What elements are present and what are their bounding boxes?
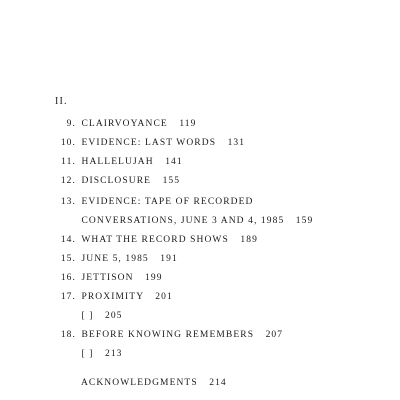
- toc-entry-number: 10.: [60, 138, 76, 148]
- toc-entry-title: BEFORE KNOWING REMEMBERS: [81, 330, 255, 340]
- toc-entry-page: 141: [165, 157, 183, 167]
- toc-entry-title: JETTISON: [81, 273, 134, 283]
- toc-entry-17: [40, 290, 173, 304]
- toc-entry-9: [40, 117, 197, 131]
- toc-entry-15: [40, 252, 178, 266]
- toc-entry-page: 155: [162, 176, 181, 186]
- toc-entry-title: EVIDENCE: TAPE OF RECORDED: [81, 197, 254, 207]
- toc-entry-number: 13.: [60, 197, 76, 207]
- toc-entry-number: 11.: [61, 157, 76, 167]
- toc-entry-13-continued: [40, 214, 313, 228]
- toc-entry-title: [ ]: [81, 349, 94, 359]
- toc-entry-title: DISCLOSURE: [81, 176, 152, 186]
- toc-entry-title: HALLELUJAH: [81, 157, 154, 167]
- toc-entry-title: CONVERSATIONS, JUNE 3 AND 4, 1985: [81, 216, 285, 226]
- toc-entry-number: 18.: [60, 330, 76, 340]
- toc-entry-page: 213: [104, 349, 123, 359]
- toc-entry-bracket-1: [40, 309, 123, 323]
- toc-entry-12: [40, 174, 180, 188]
- toc-entry-number: 16.: [60, 273, 76, 283]
- toc-entry-page: 191: [160, 254, 178, 264]
- toc-entry-number: 14.: [60, 235, 76, 245]
- toc-entry-title: ACKNOWLEDGMENTS: [80, 378, 198, 388]
- toc-entry-title: [ ]: [81, 311, 94, 321]
- toc-entry-page: 205: [104, 311, 123, 321]
- toc-entry-page: 189: [240, 235, 258, 245]
- toc-entry-page: 199: [145, 273, 163, 283]
- toc-entry-title: EVIDENCE: LAST WORDS: [81, 138, 217, 148]
- toc-entry-page: 201: [155, 292, 173, 302]
- toc-entry-title: WHAT THE RECORD SHOWS: [81, 235, 229, 245]
- toc-entry-title: PROXIMITY: [81, 292, 144, 302]
- toc-entry-page: 119: [179, 119, 197, 129]
- toc-entry-page: 131: [227, 138, 246, 148]
- toc-entry-18: [40, 328, 283, 342]
- toc-entry-page: 159: [295, 216, 314, 226]
- toc-entry-11: [40, 155, 183, 169]
- toc-entry-acknowledgments: [40, 376, 227, 390]
- toc-entry-10: [40, 136, 245, 150]
- toc-entry-number: 17.: [60, 292, 76, 302]
- toc-entry-16: [40, 271, 163, 285]
- toc-entry-bracket-2: [40, 347, 123, 361]
- toc-entry-number: 12.: [60, 176, 76, 186]
- toc-entry-number: 9.: [66, 119, 76, 129]
- toc-entry-14: [40, 233, 258, 247]
- toc-entry-title: CLAIRVOYANCE: [81, 119, 168, 129]
- toc-entry-page: 214: [209, 378, 227, 388]
- toc-entry-title: JUNE 5, 1985: [81, 254, 149, 264]
- part-heading: II.: [55, 96, 68, 107]
- toc-entry-page: 207: [265, 330, 284, 340]
- toc-entry-number: 15.: [60, 254, 76, 264]
- toc-entry-13: [40, 195, 262, 209]
